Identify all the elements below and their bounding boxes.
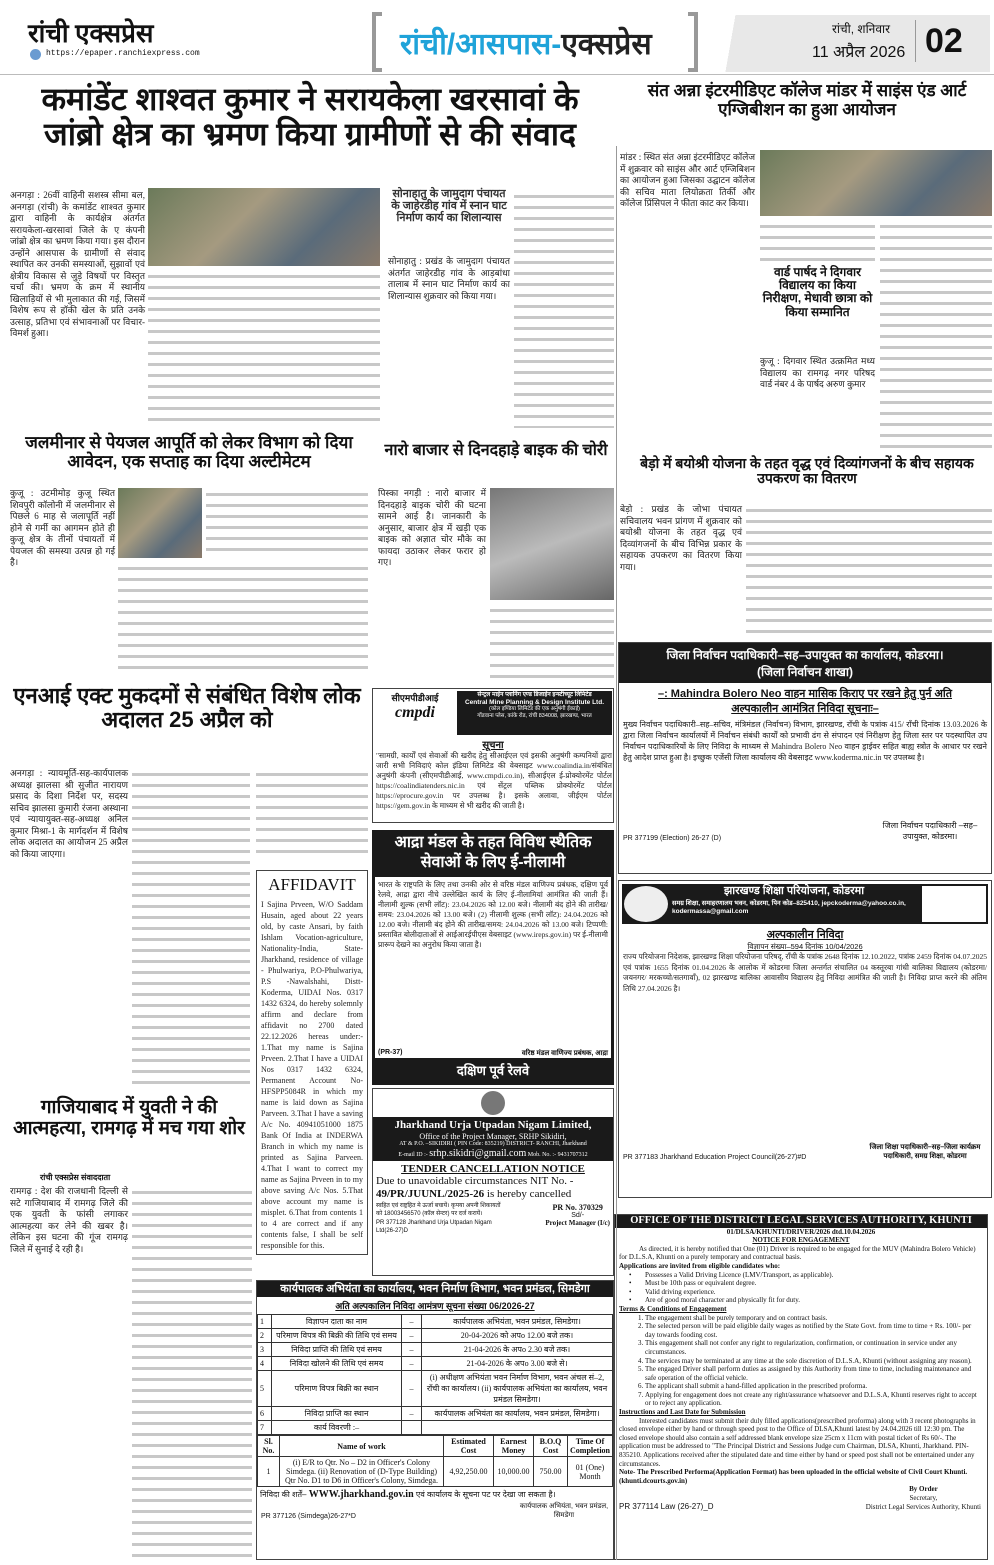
urja-email: srhp.sikidri@gmail.com xyxy=(429,1147,527,1159)
masthead xyxy=(0,0,994,75)
simdega-info-table xyxy=(257,1314,613,1435)
newspaper-logo: रांची एक्सप्रेस xyxy=(28,19,154,48)
urja-slogan: स्वहित एवं राष्ट्रहित मे ऊर्जा बचायें। कृपया अपनी शिकायतों को 18003456570 (कॉल सेन्टर) पर दर्ज करायें। xyxy=(376,1203,501,1217)
row-no: 3 xyxy=(258,1343,272,1357)
education-header xyxy=(622,884,988,924)
table-row xyxy=(258,1457,613,1487)
row-dash: – xyxy=(402,1329,422,1343)
bike-theft-photo xyxy=(490,488,614,600)
dlsa-invite: Applications are invited from eligible candidates who: xyxy=(619,1261,781,1270)
adra-ad xyxy=(372,830,614,1085)
date: 11 अप्रैल 2026 xyxy=(812,44,906,61)
cmpdi-name-hi: सेन्ट्रल माईन प्लानिंग एण्ड डिजाईन इन्स्टीच्यूट लिमिटेड xyxy=(477,692,592,698)
urja-mobile: Mob. No. :- 9431707312 xyxy=(527,1151,588,1158)
dlsa-title: OFFICE OF THE DISTRICT LEGAL SERVICES AUTHORITY, KHUNTI xyxy=(615,1215,987,1228)
urja-contact xyxy=(375,1148,611,1160)
term-item: 1. The engagement shall be purely temporary and on contract basis. xyxy=(645,1314,983,1323)
eligibility-item: • Are of good moral character and physically fit for duty. xyxy=(619,1296,983,1305)
affidavit-body: I Sajina Prveen, W/O Saddam Husain, aged about 22 years old, by caste Ansari, by faith Ishlam Vocation-agriculture, Nationality-India, State-Jharkhand, residence of village - Phulwariya, P.O-Phulwariya, P.S -Nawalshahi, Distt-Koderma, UIDAI Nos. 0317 1432 6324, do hereby solemnly affirm and declare from affidavit no 2700 dated 22.12.2026 hereas under:- 1.That my name is Sajina Prveen. 2.That I have a UIDAI Nos 0317 1432 6324, Permanent Account No-HFSPP5084R in which my name is laid down as Sajina Parveen. 3.That I have a saving A/c No. 40941051000 1875 Bank Of India at INDERWA Branch in which my name is printed as Sajina Parveen. 4.That I want to correct my name as Sajina Prveen in to my above saving A/c Nos. 5.That above account my name is misplet. 6.That from contents 1 to 4 are correct and if any contents false, I shall be self responsible for this. xyxy=(261,900,363,1250)
education-notice-ad xyxy=(618,880,992,1198)
election-subtitle: (जिला निर्वाचन शाखा) xyxy=(757,665,853,679)
urja-sd: Sd/- xyxy=(571,1212,585,1220)
bero-body-cont xyxy=(746,504,992,638)
election-body: मुख्य निर्वाचन पदाधिकारी–सह–सचिव, मंत्रिमंडल (निर्वाचन) विभाग, झारखण्ड, रॉंची के पत्रांक 415/ रॉंची दिनांक 13.03.2026 के द्वारा जिला निर्वाचन कार्यालयों में निर्वाचन संबंधी कार्यों को प्रभावी ढंग से संपादन एवं निरीक्षण हेतु जिला स्तर पर पदस्थापित उप निर्वाचन पदाधिकारियों के लिए निविदा के माध्यम से Mahindra Bolero Neo वाहन ड्राईवर सहित बाह्य स्त्रोत के आधार पर रखने हेतु आदेश प्राप्त हुआ है। इच्छुक एजेंसी जिला कार्यालय की वेबसाइट www.koderma.nic.in पर उपलब्ध है। xyxy=(623,720,987,762)
work-time: 01 (One) Month xyxy=(568,1457,613,1487)
election-title: जिला निर्वाचन पदाधिकारी–सह–उपायुक्त का कार्यालय, कोडरमा। xyxy=(666,648,944,662)
table-row xyxy=(258,1421,613,1435)
work-boq: 750.00 xyxy=(534,1457,568,1487)
row-dash: – xyxy=(402,1371,422,1407)
table-row xyxy=(258,1329,613,1343)
lead-photo xyxy=(148,188,380,266)
dlsa-content xyxy=(615,1245,987,1486)
dlsa-secretary: Secretary, xyxy=(909,1494,938,1502)
jalminar-body-side xyxy=(206,488,368,558)
education-footer xyxy=(619,1141,991,1161)
city-day: रांची, शनिवार xyxy=(832,22,891,36)
section-title-blue: रांची/आसपास- xyxy=(400,28,562,61)
table-row xyxy=(258,1315,613,1329)
mandar-body: मांडर : स्थित संत अन्ना इंटरमीडिएट कॉलेज में शुक्रवार को साइंस और आर्ट एग्जिबिशन का आयोजन हुआ जिसका उद्घाटन कॉलेज की सचिव माता लियोक्रता तिर्की और कॉलेज प्रिंसिपल ने फीता काट कर किया। xyxy=(620,152,755,208)
adra-ref: (PR-37) xyxy=(378,1049,403,1056)
urja-email-label: E-mail ID :- xyxy=(398,1151,428,1158)
education-badge-icon xyxy=(922,886,986,922)
ghaziabad-byline: रांची एक्सप्रेस संवाददाता xyxy=(40,1173,111,1182)
row-value: (i) अधीक्षण अभियंता भवन निर्माण विभाग, भवन अंचल सं–2, रॉंची का कार्यालय। (ii) कार्यपालक अभियंता का कार्यालय, भवन प्रमंडल सिमडेगा। xyxy=(422,1371,613,1407)
work-emd: 10,000.00 xyxy=(494,1457,534,1487)
sonahatu-headline: सोनाहातु के जामुदाग पंचायत के जाहेरडीह गांव में स्नान घाट निर्माण कार्य का शिलान्यास xyxy=(391,188,507,225)
urja-nit-number: 49/PR/JUUNL/2025-26 xyxy=(376,1188,485,1201)
education-signatory: जिला शिक्षा पदाधिकारी–सह–जिला कार्यक्रम पदाधिकारी, समग्र शिक्षा, कोडरमा xyxy=(869,1144,981,1160)
section-title xyxy=(400,22,652,63)
simdega-pr: PR 377126 (Simdega)26-27*D xyxy=(261,1513,356,1520)
simdega-notice-title: अति अल्पकालिन निविदा आमंत्रण सूचना संख्या 06/2026-27 xyxy=(335,1301,535,1311)
urja-signatory: Project Manager (I/c) xyxy=(545,1219,610,1228)
section-title-dark: एक्सप्रेस xyxy=(561,28,652,61)
row-value: कार्यपालक अभियंता, भवन प्रमंडल, सिमडेगा। xyxy=(422,1315,613,1329)
row-label: निविदा प्राप्ति का स्थान xyxy=(272,1407,402,1421)
urja-notice-body xyxy=(373,1175,613,1201)
th-time: Time Of Completion xyxy=(568,1436,613,1457)
cmpdi-header xyxy=(457,691,612,735)
dlsa-notice-ad xyxy=(614,1214,988,1560)
row-no: 6 xyxy=(258,1407,272,1421)
row-value: 21-04-2026 के अपo 2.30 बजे तक। xyxy=(422,1343,613,1357)
row-label: परिमाण विपत्र बिक्री का स्थान xyxy=(272,1371,402,1407)
dlsa-terms-list xyxy=(619,1314,983,1409)
cmpdi-sub: (कोल इण्डिया लिमिटेड की एक अनुषंगी ईकाई) xyxy=(488,706,580,713)
term-item: 2. The selected person will be paid eligible daily wages as notified by the State Govt. from time to time + Rs. 100/- per day towards fooding cost. xyxy=(645,1322,983,1339)
election-signatory: जिला निर्वाचन पदाधिकारी –सह–उपायुक्त, कोडरमा। xyxy=(882,821,978,841)
naro-body: पिस्का नगड़ी : नारो बाजार में दिनदहाड़े बाइक चोरी की घटना सामने आई है। जानकारी के अनुसार, बाजार क्षेत्र में खड़ी एक बाइक को अज्ञात चोर मौके का फायदा उठाकर लेकर फरार हो गए। xyxy=(378,488,486,567)
cmpdi-notice-title: सूचना xyxy=(482,740,504,751)
naro-body-cont xyxy=(490,604,614,682)
row-dash xyxy=(402,1421,422,1435)
education-logo-icon xyxy=(624,886,668,922)
th-boq: B.O.Q Cost xyxy=(534,1436,568,1457)
education-address: समग्र शिक्षा, समाहरणालय भवन, कोडरमा, पिन कोड–825410, jepckoderma@yahoo.co.in, kodermassa@gmail.com xyxy=(672,900,906,915)
dlsa-intro: As directed, it is hereby notified that One (01) Driver is required to be engaged for the MUV (Mahindra Bolero Vehicle) for D.L.S.A, Khunti on a purely temporary and contractual basis. xyxy=(619,1244,976,1262)
cmpdi-name-en: Central Mine Planning & Design Institute Ltd. xyxy=(464,698,605,706)
cmpdi-logo-en: cmpdi xyxy=(395,704,435,721)
ni-act-body-cont2 xyxy=(256,768,368,856)
adra-title: आद्रा मंडल के तहत विविध स्थैतिक सेवाओं के लिए ई-नीलामी xyxy=(394,834,592,871)
date-divider xyxy=(915,20,916,62)
dlsa-terms-title: Terms & Conditions of Engagement xyxy=(619,1304,727,1313)
work-cost: 4,92,250.00 xyxy=(444,1457,494,1487)
row-value: 20-04-2026 को अपo 12.00 बजे तक। xyxy=(422,1329,613,1343)
mandar-body-cont xyxy=(760,220,875,262)
eligibility-item: • Must be 10th pass or equivalent degree. xyxy=(619,1279,983,1288)
terms-post: एवं कार्यालय के सूचना पट पर देखा जा सकता है। xyxy=(415,1490,556,1499)
simdega-tender-ad xyxy=(256,1280,614,1560)
row-label: विज्ञापन दाता का नाम xyxy=(272,1315,402,1329)
row-no: 2 xyxy=(258,1329,272,1343)
urja-ad xyxy=(372,1088,614,1276)
eligibility-item: • Valid driving experience. xyxy=(619,1288,983,1297)
row-label: निविदा प्राप्ति की तिथि एवं समय xyxy=(272,1343,402,1357)
bero-body: बेड़ो : प्रखंड के जोभा पंचायत सचिवालय भवन प्रांगण में शुक्रवार को बयोश्री योजना के तहत वृद्ध एवं दिव्यांगजनों के बीच विभिन्न प्रकार के सहायक उपकरण का वितरण किया गया। xyxy=(620,504,742,572)
bracket-right xyxy=(688,12,698,72)
dlsa-instr-title: Instructions and Last Date for Submission xyxy=(619,1408,746,1417)
adra-signatory: वरिष्ठ मंडल वाणिज्य प्रबंधक, आद्रा xyxy=(521,1050,608,1057)
ghaziabad-headline: गाजियाबाद में युवती ने की आत्महत्या, रामगढ़ में मच गया शोर xyxy=(13,1097,245,1139)
sonahatu-body: सोनाहातु : प्रखंड के जामुदाग पंचायत अंतर्गत जाहेरडीह गांव के आड़बांधा तालाब में स्नान घाट निर्माण कार्य का शिलान्यास शुक्रवार को किया गया। xyxy=(388,256,510,301)
education-pr: PR 377183 Jharkhand Education Project Council(26-27)#D xyxy=(623,1154,807,1161)
row-dash: – xyxy=(402,1315,422,1329)
sonahatu-body-cont xyxy=(514,190,614,428)
election-notice-title: –: Mahindra Bolero Neo वाहन मासिक किराए पर रखने हेतु पुर्न अति अल्पकालीन आमंत्रित निविदा सूचनाः– xyxy=(657,688,953,715)
work-name: (i) E/R to Qtr. No – D2 in Officer's Colony Simdega. (ii) Renovation of (D-Type Building) Qtr No. D1 to D6 in Officer's Colony, Simdega. xyxy=(280,1457,444,1487)
urja-body-post: is hereby cancelled xyxy=(486,1188,572,1201)
jalminar-body-cont xyxy=(118,562,368,674)
epaper-url[interactable]: https://epaper.ranchiexpress.com xyxy=(46,49,200,58)
simdega-header: कार्यपालक अभियंता का कार्यालय, भवन निर्माण विभाग, भवन प्रमंडल, सिमडेगा xyxy=(257,1281,613,1297)
urja-body-pre: Due to unavoidable circumstances NIT No. - xyxy=(376,1175,574,1188)
dlsa-by-order: By Order xyxy=(909,1485,938,1494)
term-item: 4. The services may be terminated at any time at the sole discretion of D.L.S.A, Khunti (without assigning any reason). xyxy=(645,1357,983,1366)
dlsa-notice: NOTICE FOR ENGAGEMENT xyxy=(752,1236,850,1245)
row-dash: – xyxy=(402,1407,422,1421)
election-header xyxy=(619,643,991,683)
adra-railway: दक्षिण पूर्व रेलवे xyxy=(456,1063,530,1078)
term-item: 7. Applying for engagement does not create any right/assurance whatsoever and D.L.S.A, Khunti reserves right to accept or to reject any application. xyxy=(645,1391,983,1408)
cmpdi-logo xyxy=(375,691,455,735)
affidavit-title: AFFIDAVIT xyxy=(268,875,356,894)
simdega-terms xyxy=(257,1487,613,1502)
naro-headline: नारो बाजार से दिनदहाड़े बाइक की चोरी xyxy=(384,442,608,459)
row-value: कार्यपालक अभियंता का कार्यालय, भवन प्रमंडल, सिमडेगा। xyxy=(422,1407,613,1421)
mandar-headline: संत अन्ना इंटरमीडिएट कॉलेज मांडर में साइंस एंड आर्ट एग्जिबीशन का हुआ आयोजन xyxy=(647,81,967,119)
urja-footer xyxy=(373,1201,613,1235)
education-adv-no: विज्ञापन संख्या–594 दिनांक 10/04/2026 xyxy=(747,942,863,951)
lead-body: अनगड़ा : 26वीं वाहिनी सशस्त्र सीमा बल, अनगड़ा (रांची) के कमांडेंट शाश्वत कुमार द्वारा वाहिनी के कार्यक्षेत्र अंतर्गत सरायकेला-खरसावां जिले के ए कंपनी जांब्रो क्षेत्र का भ्रमण किया गया। इस दौरान उन्होंने आसपास के ग्रामीणों से संवाद स्थापित कर उनकी समस्याओं, सुझावों एवं क्षेत्रीय विकास से जुड़े विषयों पर विस्तृत चर्चा की। भ्रमण के क्रम में स्थानीय खिलाड़ियों से भी मुलाकात की गई, जिसमें विशेष रूप से हॉकी खेल के प्रति उनके उत्साह, प्रतिभा एवं संभावनाओं पर विचार-विमर्श हुआ। xyxy=(10,190,145,338)
row-label: निविदा खोलने की तिथि एवं समय xyxy=(272,1357,402,1371)
dlsa-ref: 01/DLSA/KHUNTI/DRIVER/2026 dtd.10.04.2026 xyxy=(726,1227,876,1236)
dlsa-footer xyxy=(615,1485,987,1511)
dlsa-sign-block xyxy=(866,1485,981,1511)
jalminar-headline: जलमीनार से पेयजल आपूर्ति को लेकर विभाग को दिया आवेदन, एक सप्ताह का दिया अल्टीमेटम xyxy=(25,433,353,471)
page-number: 02 xyxy=(925,22,963,60)
table-row xyxy=(258,1357,613,1371)
row-no: 7 xyxy=(258,1421,272,1435)
jalminar-body: कुजू : उटमीमोड़ कुजू स्थित शिवपुरी कॉलोनी में जलमीनार से पिछले 6 माह से जलापूर्ति नहीं होने से गर्मी का आगमन होते ही कुजू क्षेत्र के तीनों पंचायतों में पेयजल की समस्या उत्पन्न हो गई है। xyxy=(10,488,115,567)
th-sl: Sl. No. xyxy=(258,1436,280,1457)
dlsa-instr: Interested candidates must submit their duly filled applications(prescribed proforma) along with 3 recent photographs in closed envelope either by hand or through speed post to the Office of DLSA,Khunti latest by 24.04.2026 till 12:30 pm. The closed envelope should also contain a self addressed blank envelope size 25cm x 11cm with postal ticket of Rs 60/-. The application must be addressed to "The Principal District and Sessions Judge cum Chairman, DLSA, Khunti, Jharkhand. PIN- 835210. Applications received after the stipulated date and time either by hand or speed post shall not be entertained under any circumstances. xyxy=(619,1416,976,1468)
th-work: Name of work xyxy=(280,1436,444,1457)
dlsa-authority: District Legal Services Authority, Khunti xyxy=(865,1502,981,1511)
ni-act-headline: एनआई एक्ट मुकदमों से संबंधित विशेष लोक अदालत 25 अप्रैल को xyxy=(13,683,361,733)
row-no: 4 xyxy=(258,1357,272,1371)
cmpdi-address: गोंडवाना प्लेस, कांके रोड, रांची 834008, झारखण्ड, भारत xyxy=(477,712,592,719)
row-dash: – xyxy=(402,1343,422,1357)
lead-body-cont xyxy=(148,270,380,428)
urja-address: AT & P.O. –SIKIDIRI ( PIN Code: 835219) DISTRICT- RANCHI, Jharkhand xyxy=(399,1140,587,1147)
terms-site-link[interactable]: WWW.jharkhand.gov.in xyxy=(308,1489,414,1500)
eligibility-item: • Possesses a Valid Driving Licence (LMV/Transport, as applicable). xyxy=(619,1271,983,1280)
urja-footer-right xyxy=(545,1203,610,1235)
election-footer xyxy=(619,818,991,842)
adra-body: भारत के राष्ट्रपति के लिए तथा उनकी ओर से वरिष्ठ मंडल वाणिज्य प्रबंधक, दक्षिण पूर्व रेलवे, आद्रा द्वारा नीचे उल्लेखित कार्य के लिए ई-नीलामियां आमंत्रित की जाती हैं। नीलामी शुल्क (सभी लॉट): 23.04.2026 को 12.00 बजे। नीलामी बंद होने की तारीख/समय: 23.04.2026 को 13.00 बजे। (2) नीलामी शुल्क (सभी लॉट): 24.04.2026 को 12.00 बजे। नीलामी बंद होने की तारीख/समय: 24.04.2026 को 13.00 बजे। टिप्पणी: प्रस्तावित बोलीदाताओं से आईआरईपीएस वेबसाइट (www.ireps.gov.in) पर ई-नीलामी प्रारूप देखने का अनुरोध किया जाता है। xyxy=(375,877,611,1049)
bracket-left xyxy=(372,12,382,72)
column-divider xyxy=(616,146,617,1560)
ni-act-body-cont xyxy=(132,768,250,1088)
adra-footer-row xyxy=(375,1049,611,1058)
ward-headline: वार्ड पार्षद ने दिगवार विद्यालय का किया निरीक्षण, मेधावी छात्रा को किया सम्मानित xyxy=(762,265,873,319)
table-row xyxy=(258,1343,613,1357)
work-sl: 1 xyxy=(258,1457,280,1487)
simdega-footer xyxy=(257,1502,613,1520)
urja-pr-no: PR No. 370329 xyxy=(552,1203,603,1213)
row-dash: – xyxy=(402,1357,422,1371)
row-label: परिमाण विपत्र की बिक्री की तिथि एवं समय xyxy=(272,1329,402,1343)
row-value: 21-04-2026 के अपo 3.00 बजे से। xyxy=(422,1357,613,1371)
dlsa-pr: PR 377114 Law (26-27)_D xyxy=(619,1501,714,1511)
cmpdi-ad xyxy=(372,688,614,823)
table-row xyxy=(258,1407,613,1421)
row-no: 1 xyxy=(258,1315,272,1329)
affidavit-ad xyxy=(256,870,368,1255)
term-item: 5. The engaged Driver shall perform duties as assigned by this Authority from time to time, including maintenance and safe operation of the official vehicle. xyxy=(645,1365,983,1382)
simdega-work-table xyxy=(257,1435,613,1487)
term-item: 6. The applicant shall submit a hand-filled application in the prescribed proforma. xyxy=(645,1382,983,1391)
urja-office: Office of the Project Manager, SRHP Sikidiri, xyxy=(419,1131,567,1141)
row-value xyxy=(422,1421,613,1435)
th-cost: Estimated Cost xyxy=(444,1436,494,1457)
education-notice-title: अल्पकालीन निविदा xyxy=(766,929,844,941)
education-title: झारखण्ड शिक्षा परियोजना, कोडरमा xyxy=(723,885,865,897)
globe-icon xyxy=(30,49,41,60)
col-right-text xyxy=(880,220,992,451)
urja-pr-ref: PR 377128 Jharkhand Urja Utpadan Nigam Ltd(26-27)D xyxy=(376,1220,492,1234)
bero-headline: बेड़ो में बयोश्री योजना के तहत वृद्ध एवं दिव्यांगजनों के बीच सहायक उपकरण का वितरण xyxy=(640,455,974,487)
dlsa-note: Note- The Prescribed Performa(Application Format) has been uploaded in the official website of Civil Court Khunti.(khunti.dcourts.gov.in) xyxy=(619,1468,968,1485)
urja-header xyxy=(373,1117,613,1161)
urja-name: Jharkhand Urja Utpadan Nigam Limited, xyxy=(394,1119,592,1131)
work-table-header xyxy=(258,1436,613,1457)
ghaziabad-body: रामगढ़ : देश की राजधानी दिल्ली से सटे गाजियाबाद में रामगढ़ जिले की एक युवती के फांसी लगाकर आत्महत्या कर लेने की खबर है। लेकिन इस घटना की गूंज रामगढ़ जिले में सुनाई दे रही है। xyxy=(10,1186,128,1254)
election-notice-ad xyxy=(618,642,992,874)
ward-body: कुजू : दिगवार स्थित उत्क्रमित मध्य विद्यालय का रामगढ़ नगर परिषद वार्ड नंबर 4 के पार्षद अरुण कुमार xyxy=(760,356,875,389)
cmpdi-logo-hi: सीएमपीडीआई xyxy=(391,693,439,703)
th-emd: Earnest Money xyxy=(494,1436,534,1457)
row-label: कार्य विवरणी :– xyxy=(272,1421,402,1435)
urja-footer-left xyxy=(376,1203,501,1235)
term-item: 3. This engagement shall not confer any right to regularization, confirmation, or continuation in service under any circumstances. xyxy=(645,1339,983,1356)
ni-act-body: अनगड़ा : न्यायमूर्ति-सह-कार्यपालक अध्यक्ष झालसा श्री सुजीत नारायण प्रसाद के दिशा निर्देश पर, सदस्य सचिव झालसा कुमारी रंजना अस्थाना एवं न्यायायुक्त-सह-अध्यक्ष अनिल कुमार मिश्रा-1 के मार्गदर्शन में विशेष लोक अदालत का आयोजन 25 अप्रैल को किया जाएगा। xyxy=(10,768,128,859)
mandar-photo xyxy=(760,150,992,216)
simdega-signatory: कार्यपालक अभियंता, भवन प्रमंडल, सिमडेगा xyxy=(519,1503,609,1519)
election-pr: PR 377199 (Election) 26-27 (D) xyxy=(623,835,722,842)
terms-pre: निविदा की शर्तें– xyxy=(260,1490,307,1499)
urja-emblem-icon xyxy=(481,1091,505,1115)
cmpdi-body: "सामग्री, कार्यों एवं सेवाओं की खरीद हेतु सीआईएल एवं इसकी अनुषंगी कम्पनियों द्वारा जारी सभी निविदाएं कोल इंडिया लिमिटेड की वेबसाइट www.coalindia.in/संबंधित अनुषंगी कंपनी (सीएमपीडीआई, www.cmpdi.co.in), सीआईएल ई-प्रोक्योरमेंट पोर्टल https://coalindiatenders.nic.in एवं सेंट्रल पब्लिक प्रोक्योरमेंट पोर्टल https://eprocure.gov.in पर उपलब्ध है। इसके अलावा, जीईएम पोर्टल https://gem.gov.in के माध्यम से भी खरीद की जाती है। xyxy=(376,751,612,810)
jalminar-photo xyxy=(118,488,202,558)
table-row xyxy=(258,1371,613,1407)
urja-notice-title: TENDER CANCELLATION NOTICE xyxy=(401,1163,585,1176)
row-no: 5 xyxy=(258,1371,272,1407)
lead-headline: कमांडेंट शाश्वत कुमार ने सरायकेला खरसावां के जांब्रो क्षेत्र का भ्रमण किया ग्रामीणों से की संवाद xyxy=(41,81,579,153)
education-body: राज्य परियोजना निदेशक, झारखण्ड शिक्षा परियोजना परिषद्, रॉंची के पत्रांक 2648 दिनांक 12.10.2022, पत्रांक 2459 दिनांक 04.07.2025 एवं पत्रांक 1655 दिनांक 01.04.2026 के आलोक में कोडरमा जिला अन्तर्गत संचालित 04 कस्तूरबा गांधी बालिका विद्यालय (कोडरमा/जयनगर/ मरकच्चो/सतगावाँ), 02 झारखण्ड बालिका आवासीय विद्यालय हेतु निविदा आमंत्रित की जाती है। निविदा प्राप्त करने की अंतिम तिथि 27.04.2026 है। xyxy=(623,952,987,993)
ghaziabad-body-cont xyxy=(132,1186,252,1560)
